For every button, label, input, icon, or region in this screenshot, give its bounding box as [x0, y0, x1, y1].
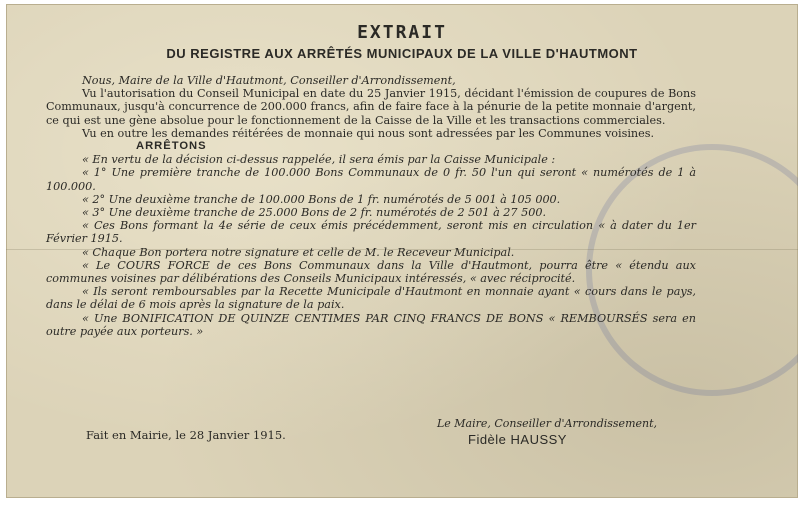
clause-reimbursement: « Ils seront remboursables par la Recette Municipale d'Hautmont en monnaie ayant « cours dans le pays, dans le délai de 6 mois après la signature de la paix. — [46, 285, 696, 312]
clause-bonification: « Une BONIFICATION DE QUINZE CENTIMES PAR CINQ FRANCS DE BONS « REMBOURSÉS sera en outre payée aux porteurs. » — [46, 311, 696, 338]
clause-signature: « Chaque Bon portera notre signature et celle de M. le Receveur Municipal. — [82, 245, 515, 259]
preamble-authorization: Vu l'autorisation du Conseil Municipal en date du 25 Janvier 1915, décidant l'émission de coupures de Bons Communaux, jusqu'à concurrence de 200.000 francs, afin de faire face à la pénurie de la petite monnaie d'argent, ce qui est une gène absolue pour le fonctionnement de la Caisse de la Ville et les transactions commerciales. — [46, 87, 696, 127]
signer-title: Le Maire, Conseiller d'Arrondissement, — [436, 417, 658, 430]
preamble-mayor: Nous, Maire de la Ville d'Hautmont, Conseiller d'Arrondissement, — [82, 74, 456, 87]
document-body — [46, 74, 696, 338]
clause-cours-force: « Le COURS FORCE de ces Bons Communaux dans la Ville d'Hautmont, pourra être « étendu aux communes voisines par délibérations des Conseils Municipaux intéressés, « avec réciprocité. — [46, 258, 696, 286]
place-date: Fait en Mairie, le 28 Janvier 1915. — [86, 428, 286, 442]
clause-tranche-1: « 1° Une première tranche de 100.000 Bons Communaux de 0 fr. 50 l'un qui seront « numérotés de 1 à 100.000. — [46, 166, 696, 193]
clause-tranche-3: « 3° Une deuxième tranche de 25.000 Bons de 2 fr. numérotés de 2 501 à 27 500. — [82, 206, 546, 220]
banknote — [6, 4, 798, 498]
clause-series: « Ces Bons formant la 4e série de ceux émis précédemment, seront mis en circulation « à dater du 1er Février 1915. — [46, 219, 696, 246]
clause-emission: « En vertu de la décision ci-dessus rappelée, il sera émis par la Caisse Municipale : — [82, 153, 556, 167]
decree-heading: ARRÊTONS — [136, 140, 207, 153]
document-title: EXTRAIT — [357, 22, 447, 43]
document-subtitle: DU REGISTRE AUX ARRÊTÉS MUNICIPAUX DE LA VILLE D'HAUTMONT — [166, 46, 638, 61]
preamble-requests: Vu en outre les demandes réitérées de monnaie qui nous sont adressées par les Communes voisines. — [82, 126, 655, 140]
clause-tranche-2: « 2° Une deuxième tranche de 100.000 Bons de 1 fr. numérotés de 5 001 à 105 000. — [82, 192, 561, 206]
signer-name: Fidèle HAUSSY — [468, 432, 567, 447]
